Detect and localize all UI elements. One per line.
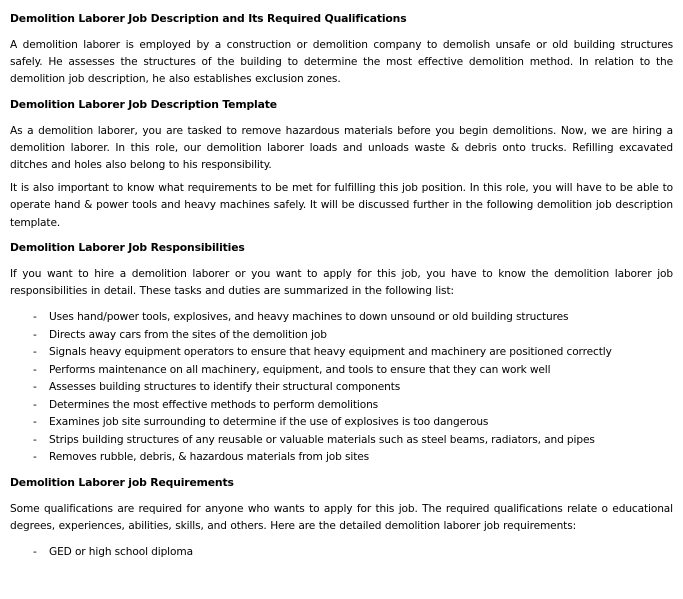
bullet-marker: -	[33, 451, 37, 464]
bullet-marker: -	[33, 311, 37, 324]
list-item	[33, 414, 673, 432]
paragraph: If you want to hire a demolition laborer or you want to apply for this job, you have to know the demolition laborer job responsibilities in detail. These tasks and duties are summarized in the following list:	[10, 267, 673, 298]
list-item	[33, 397, 673, 415]
paragraph: A demolition laborer is employed by a construction or demolition company to demolish unsafe or old building structures safely. He assesses the structures of the building to determine the most effective demolition method. In relation to the demolition job description, he also establishes exclusion zones.	[10, 39, 673, 86]
list-item	[33, 344, 673, 362]
section-heading: Demolition Laborer Job Responsibilities	[10, 240, 245, 254]
requirements-list	[10, 544, 673, 562]
list-item-text: Determines the most effective methods to perform demolitions	[49, 398, 379, 411]
bullet-marker: -	[33, 433, 37, 446]
paragraph: It is also important to know what requirements to be met for fulfilling this job position. In this role, you will have to be able to operate hand & power tools and heavy machines safely. It will be discussed further in the following demolition job description template.	[10, 182, 673, 229]
bullet-marker: -	[33, 363, 37, 376]
bullet-marker: -	[33, 346, 37, 359]
bullet-marker: -	[33, 546, 37, 559]
list-item-text: Strips building structures of any reusable or valuable materials such as steel beams, radiators, and pipes	[49, 433, 595, 446]
list-item	[33, 432, 673, 450]
section-heading: Demolition Laborer Job Description and Its Required Qualifications	[10, 12, 407, 25]
list-item	[33, 544, 673, 562]
list-item-text: Examines job site surrounding to determine if the use of explosives is too dangerous	[49, 416, 489, 429]
section-heading: Demolition Laborer Job Description Template	[10, 97, 277, 111]
list-item-text: Signals heavy equipment operators to ensure that heavy equipment and machinery are positioned correctly	[49, 346, 612, 359]
list-item	[33, 379, 673, 397]
list-item-text: Removes rubble, debris, & hazardous materials from job sites	[49, 451, 370, 464]
list-item-text: Directs away cars from the sites of the demolition job	[49, 328, 327, 341]
bullet-marker: -	[33, 328, 37, 341]
bullet-marker: -	[33, 398, 37, 411]
section-heading: Demolition Laborer job Requirements	[10, 475, 234, 489]
list-item	[33, 449, 673, 467]
list-item-text: Performs maintenance on all machinery, equipment, and tools to ensure that they can work well	[49, 363, 551, 376]
responsibilities-list	[10, 309, 673, 467]
list-item-text: Assesses building structures to identify their structural components	[49, 381, 401, 394]
paragraph: As a demolition laborer, you are tasked to remove hazardous materials before you begin demolitions. Now, we are hiring a demolition laborer. In this role, our demolition laborer loads and unloads waste & debris onto trucks. Refilling excavated ditches and holes also belong to his responsibility.	[10, 124, 673, 172]
list-item	[33, 309, 673, 327]
list-item-text: GED or high school diploma	[49, 546, 193, 559]
bullet-marker: -	[33, 416, 37, 429]
list-item	[33, 362, 673, 380]
list-item	[33, 327, 673, 345]
list-item-text: Uses hand/power tools, explosives, and heavy machines to down unsound or old building structures	[49, 311, 569, 324]
bullet-marker: -	[33, 381, 37, 394]
paragraph: Some qualifications are required for anyone who wants to apply for this job. The required qualifications relate o educational degrees, experiences, abilities, skills, and others. Here are the detailed demolition laborer job requirements:	[10, 502, 673, 532]
